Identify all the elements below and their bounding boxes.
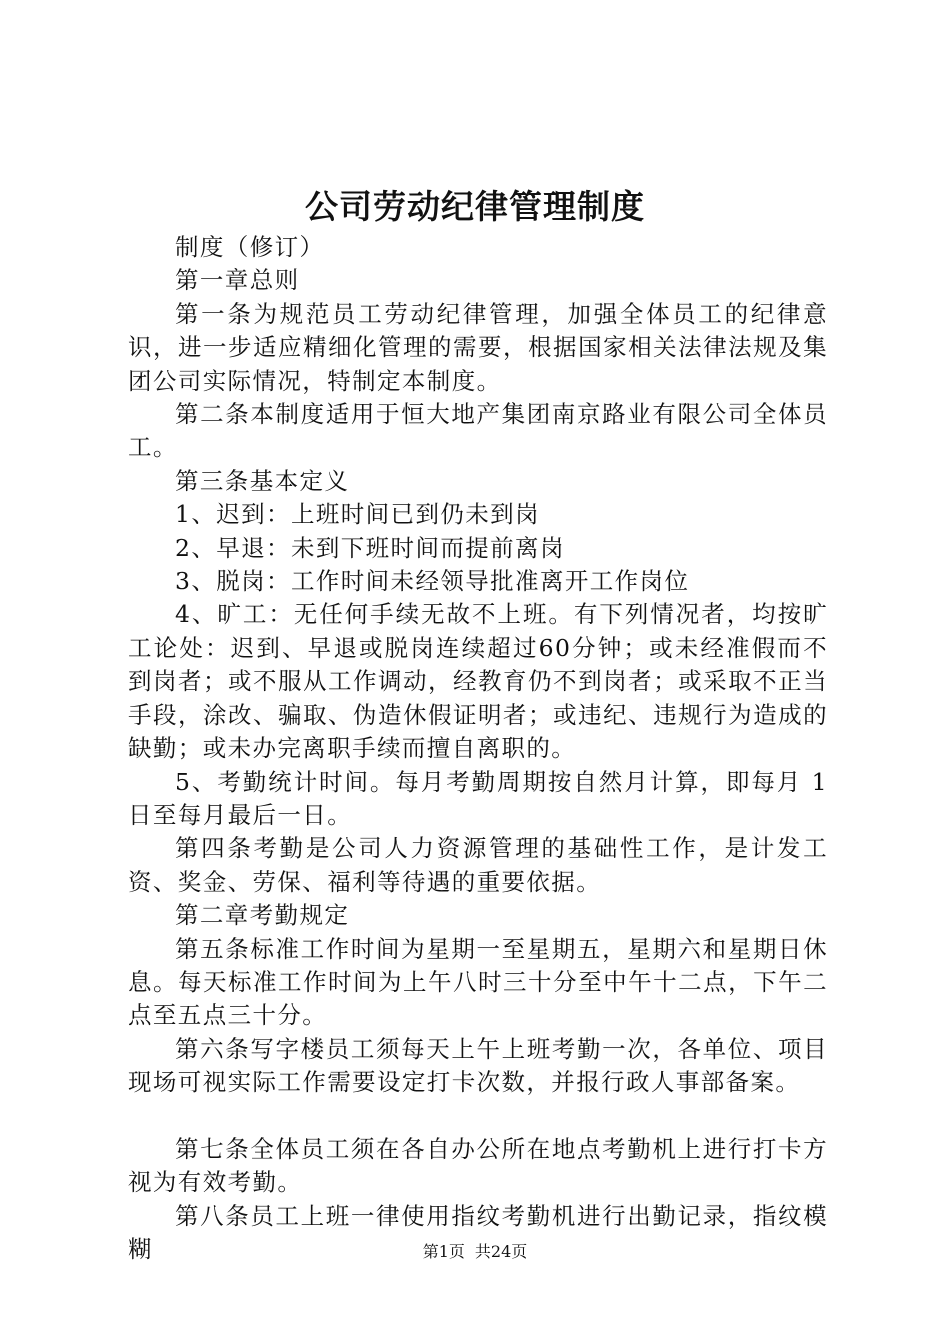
article-paragraph: 第二条本制度适用于恒大地产集团南京路业有限公司全体员工。 (128, 400, 828, 462)
article-paragraph: 第一条为规范员工劳动纪律管理，加强全体员工的纪律意识，进一步适应精细化管理的需要，根据国家相关法律法规及集团公司实际情况，特制定本制度。 (128, 299, 828, 395)
article-paragraph: 第七条全体员工须在各自办公所在地点考勤机上进行打卡方视为有效考勤。 (128, 1134, 828, 1197)
article-paragraph: 第八条员工上班一律使用指纹考勤机进行出勤记录，指纹模糊 (128, 1201, 828, 1264)
definition-item: 1、迟到：上班时间已到仍未到岗 (175, 500, 540, 529)
definition-item: 5、考勤统计时间。每月考勤周期按自然月计算，即每月 1日至每月最后一日。 (128, 767, 828, 829)
blank-line (128, 1100, 828, 1133)
article-paragraph: 第四条考勤是公司人力资源管理的基础性工作，是计发工资、奖金、劳保、福利等待遇的重要依据。 (128, 834, 828, 896)
article-paragraph: 第三条基本定义 (175, 466, 350, 495)
article-paragraph: 第六条写字楼员工须每天上午上班考勤一次，各单位、项目现场可视实际工作需要设定打卡次数，并报行政人事部备案。 (128, 1034, 828, 1097)
document-title: 公司劳动纪律管理制度 (305, 187, 645, 226)
definition-item: 3、脱岗：工作时间未经领导批准离开工作岗位 (175, 567, 690, 596)
definition-item: 2、早退：未到下班时间而提前离岗 (175, 533, 565, 562)
page-total: 共24页 (474, 1242, 528, 1261)
chapter-heading: 第二章考勤规定 (175, 901, 350, 930)
chapter-heading: 第一章总则 (175, 266, 300, 295)
page-footer (0, 1240, 950, 1264)
page-number: 第1页 (422, 1242, 465, 1261)
article-paragraph: 第五条标准工作时间为星期一至星期五，星期六和星期日休息。每天标准工作时间为上午八时三十分至中午十二点，下午二点至五点三十分。 (128, 934, 828, 1030)
definition-item: 4、旷工：无任何手续无故不上班。有下列情况者，均按旷工论处：迟到、早退或脱岗连续超过60分钟；或未经准假而不到岗者；或不服从工作调动，经教育仍不到岗者；或采取不正当手段，涂改、骗取、伪造休假证明者；或违纪、违规行为造成的缺勤；或未办完离职手续而擅自离职的。 (128, 600, 828, 763)
paragraph-revision-note: 制度（修订） (175, 233, 325, 261)
document-body (128, 231, 828, 1267)
